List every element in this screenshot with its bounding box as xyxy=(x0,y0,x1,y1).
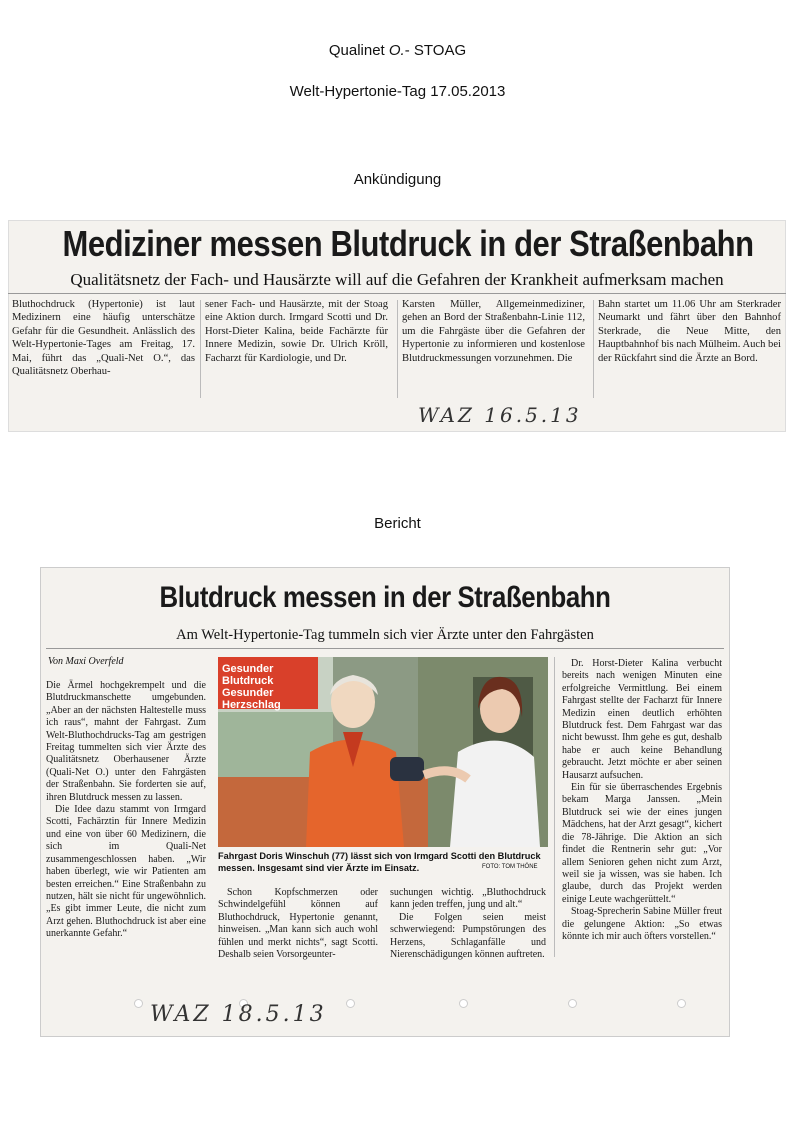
report-column-2 xyxy=(218,887,378,961)
announcement-rule xyxy=(8,293,786,294)
tram-sign-text: Gesunder Blutdruck Gesunder Herzschlag xyxy=(222,663,281,711)
paragraph: Dr. Horst-Dieter Kalina verbucht bereits nach wenigen Minuten eine erfolgreiche Vermittlung. Bei einem Fahrgast stellte der Facharzt für Innere Medizin einen deutlich erhöhten Blutdruck fest. Dem Fahrgast war das nicht bewusst. Ihm gehe es gut, deshalb habe er auch keine Behandlung gebraucht. Jetzt möchte er aber seinen Hausarzt aufsuchen. xyxy=(562,658,722,781)
report-headline: Blutdruck messen in der Straßenbahn xyxy=(159,581,611,614)
column-divider xyxy=(554,657,555,957)
report-rule xyxy=(46,648,724,649)
paragraph: Ein für sie überraschendes Ergebnis bekam Marga Janssen. „Mein Blutdruck sei wie der eines jungen Mädchens, hat der Arzt gesagt“, kichert die 78-Jährige. Die Aktion an sich findet die Rentnerin sehr gut: „Vor allem Senioren gehen nicht zum Arzt, weil sie ja wissen, was sie haben. Ich glaube, durch das Projekt werden einige Leute wachgerüttelt.“ xyxy=(562,782,722,905)
title-suffix: - STOAG xyxy=(404,42,467,59)
punch-hole xyxy=(134,999,143,1008)
paragraph: Die Ärmel hochgekrempelt und die Blutdruckmanschette umgebunden. „Aber an der nächsten Haltestelle muss ich raus“, mahnt der Fahrgast. Zum Welt-Bluthochdrucks-Tag am gestrigen Freitag tummelten sich vier Ärzte des Qualitätsnetz Oberhausener Ärzte (Quali-Net O.) unter den Fahrgästen der Straßenbahn. Sie forderten sie auf, ihren Blutdruck messen zu lassen. xyxy=(46,680,206,803)
page-title xyxy=(0,42,795,59)
announcement-subhead: Qualitätsnetz der Fach- und Hausärzte will auf die Gefahren der Krankheit aufmerksam machen xyxy=(70,270,724,289)
section-label-announcement: Ankündigung xyxy=(353,171,442,188)
column-divider xyxy=(200,300,201,398)
paragraph: Stoag-Sprecherin Sabine Müller freut die gelungene Aktion: „So etwas könnte ich mir auch öfters vorstellen.“ xyxy=(562,906,722,942)
announcement-column-2: sener Fach- und Hausärzte, mit der Stoag eine Aktion durch. Irmgard Scotti und Dr. Horst-Dieter Kalina, beide Fachärzte für Innere Medizin, sowie Dr. Ulrich Kröll, Facharzt für Kardiologie, und Dr. xyxy=(205,299,388,364)
photo-caption: Fahrgast Doris Winschuh (77) lässt sich von Irmgard Scotti den Blutdruck messen. Insgesamt sind vier Ärzte im Einsatz. xyxy=(218,851,541,873)
report-column-3 xyxy=(390,887,546,961)
announcement-column-4: Bahn startet um 11.06 Uhr am Sterkrader Neumarkt und fährt über den Bahnhof Sterkrade, die Neue Mitte, den Hauptbahnhof bis nach Mülheim. Auch bei der Rückfahrt sind die Ärzte an Bord. xyxy=(598,299,782,364)
report-column-4 xyxy=(562,658,722,943)
photo-credit: FOTO: TOM THÖNE xyxy=(482,864,538,870)
handwritten-date-annotation: WAZ 16.5.13 xyxy=(418,403,582,427)
handwritten-date-annotation: WAZ 18.5.13 xyxy=(150,1002,327,1027)
announcement-headline: Mediziner messen Blutdruck in der Straßenbahn xyxy=(62,223,754,264)
punch-hole xyxy=(346,999,355,1008)
report-column-1 xyxy=(46,680,206,941)
event-title: Welt-Hypertonie-Tag 17.05.2013 xyxy=(289,83,506,100)
punch-hole xyxy=(568,999,577,1008)
paragraph: Die Idee dazu stammt von Irmgard Scotti, Fachärztin für Innere Medizin und eine von über 60 Medizinern, die sich im Quali-Net zusammengeschlossen haben. „Wir haben überlegt, wie wir Patienten am besten erreichen.“ Eine Straßenbahn zu nutzen, hält sie nicht für ungewöhnlich. „Es gibt immer Leute, die nicht zum Arzt gehen. Bluthochdruck ist aber eine unerkannte Gefahr.“ xyxy=(46,804,206,940)
paragraph: Schon Kopfschmerzen oder Schwindelgefühl können auf Bluthochdruck, Hypertonie genannt, hinweisen. „Man kann sich auch wohl fühlen und merkt nichts“, sagt Scotti. Deshalb seien Vorsorgeunter- xyxy=(218,887,378,961)
title-prefix: Qualinet xyxy=(328,42,389,59)
report-photo xyxy=(218,657,548,847)
announcement-column-1: Bluthochdruck (Hypertonie) ist laut Medizinern eine häufig unterschätze Gefahr für die Gesundheit. Anlässlich des Welt-Hypertonie-Tages am Freitag, 17. Mai, führt das „Quali-Net O.“, das Qualitätsnetz Oberhau- xyxy=(12,299,195,378)
column-divider xyxy=(593,300,594,398)
section-label-report: Bericht xyxy=(374,515,421,532)
column-divider xyxy=(397,300,398,398)
announcement-clipping xyxy=(8,220,786,432)
punch-hole xyxy=(459,999,468,1008)
title-italic: O. xyxy=(388,42,405,59)
paragraph: suchungen wichtig. „Bluthochdruck kann jeden treffen, jung und alt.“ xyxy=(390,887,546,911)
report-subhead: Am Welt-Hypertonie-Tag tummeln sich vier Ärzte unter den Fahrgästen xyxy=(176,627,594,643)
report-clipping xyxy=(40,567,730,1037)
punch-hole xyxy=(677,999,686,1008)
report-author: Von Maxi Overfeld xyxy=(48,656,124,667)
announcement-column-3: Karsten Müller, Allgemeinmediziner, gehen an Bord der Straßenbahn-Linie 112, um die Fahrgäste über die Gefahren der Hypertonie zu informieren und kostenlose Blutdruckmessungen vorzunehmen. Die xyxy=(402,299,585,364)
paragraph: Die Folgen seien meist schwerwiegend: Pumpstörungen des Herzens, Schlaganfälle und Nierenschädigungen können auftreten. xyxy=(390,911,546,961)
